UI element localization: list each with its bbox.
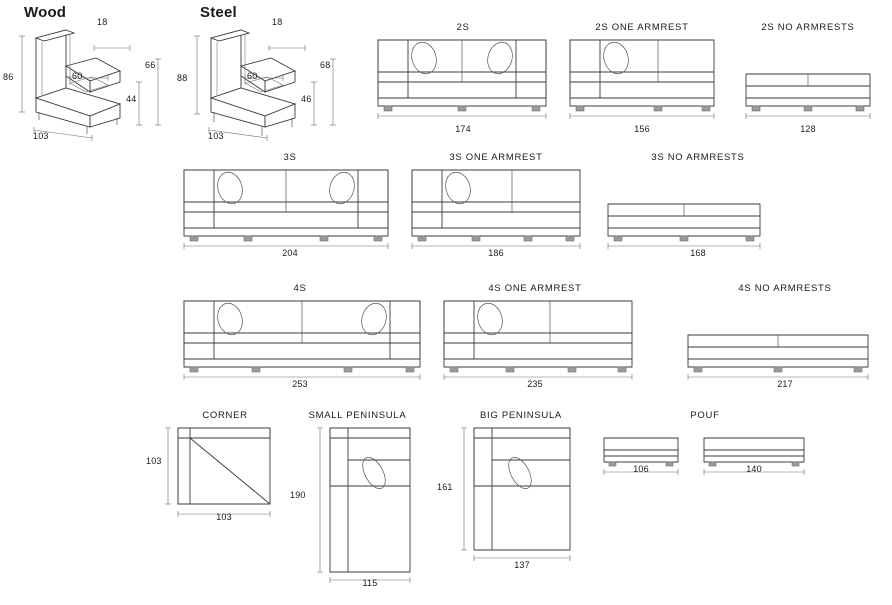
drawing-corner: [170, 424, 285, 524]
wood-dim-66: 66: [145, 60, 156, 70]
caption-4s-one-armrest: 4S ONE ARMREST: [488, 283, 582, 294]
steel-dim-60: 60: [247, 71, 258, 81]
drawing-small-peninsula: [322, 424, 432, 584]
wood-chair-drawing: [8, 26, 178, 141]
steel-dim-68: 68: [320, 60, 331, 70]
header-steel: Steel: [200, 4, 237, 21]
dim-2s: 174: [455, 124, 471, 134]
caption-2s: 2S: [456, 22, 470, 33]
dim-pouf-small: 106: [633, 464, 649, 474]
header-wood: Wood: [24, 4, 67, 21]
dim-pouf-large: 140: [746, 464, 762, 474]
caption-4s-no-armrests: 4S NO ARMRESTS: [738, 283, 832, 294]
drawing-3s-one-armrest: [408, 164, 584, 246]
caption-big-peninsula: BIG PENINSULA: [480, 410, 562, 421]
dim-3s-no-armrests: 168: [690, 248, 706, 258]
caption-2s-no-armrests: 2S NO ARMRESTS: [761, 22, 855, 33]
dim-2s-no-armrests: 128: [800, 124, 816, 134]
dim-corner-width: 103: [216, 512, 232, 522]
drawing-3s: [180, 164, 392, 246]
caption-small-peninsula: SMALL PENINSULA: [308, 410, 407, 421]
dim-3s-one-armrest: 186: [488, 248, 504, 258]
dim-4s-one-armrest: 235: [527, 379, 543, 389]
dim-4s-no-armrests: 217: [777, 379, 793, 389]
drawing-big-peninsula: [466, 424, 586, 564]
drawing-2s: [374, 34, 550, 116]
caption-pouf: POUF: [690, 410, 720, 421]
steel-dim-103: 103: [208, 131, 224, 141]
wood-dim-103: 103: [33, 131, 49, 141]
drawing-4s-one-armrest: [440, 295, 636, 377]
dim-4s: 253: [292, 379, 308, 389]
caption-corner: CORNER: [202, 410, 248, 421]
dim-big-peninsula-width: 137: [514, 560, 530, 570]
drawing-4s: [180, 295, 424, 377]
dim-3s: 204: [282, 248, 298, 258]
wood-dim-18: 18: [97, 17, 108, 27]
wood-dim-44: 44: [126, 94, 137, 104]
drawing-2s-no-armrests: [742, 34, 874, 116]
caption-3s-one-armrest: 3S ONE ARMREST: [449, 152, 543, 163]
wood-dim-86: 86: [3, 72, 14, 82]
steel-dim-18: 18: [272, 17, 283, 27]
caption-2s-one-armrest: 2S ONE ARMREST: [595, 22, 689, 33]
wood-dim-60: 60: [72, 71, 83, 81]
dim-small-peninsula-height: 190: [290, 490, 306, 500]
dim-corner-height: 103: [146, 456, 162, 466]
dim-2s-one-armrest: 156: [634, 124, 650, 134]
caption-4s: 4S: [293, 283, 307, 294]
drawing-2s-one-armrest: [566, 34, 718, 116]
dim-big-peninsula-height: 161: [437, 482, 453, 492]
drawing-4s-no-armrests: [684, 295, 872, 377]
steel-chair-drawing: [183, 26, 353, 141]
drawing-3s-no-armrests: [604, 164, 764, 246]
steel-dim-46: 46: [301, 94, 312, 104]
dim-small-peninsula-width: 115: [362, 578, 378, 588]
caption-3s-no-armrests: 3S NO ARMRESTS: [651, 152, 745, 163]
steel-dim-88: 88: [177, 73, 188, 83]
caption-3s: 3S: [283, 152, 297, 163]
